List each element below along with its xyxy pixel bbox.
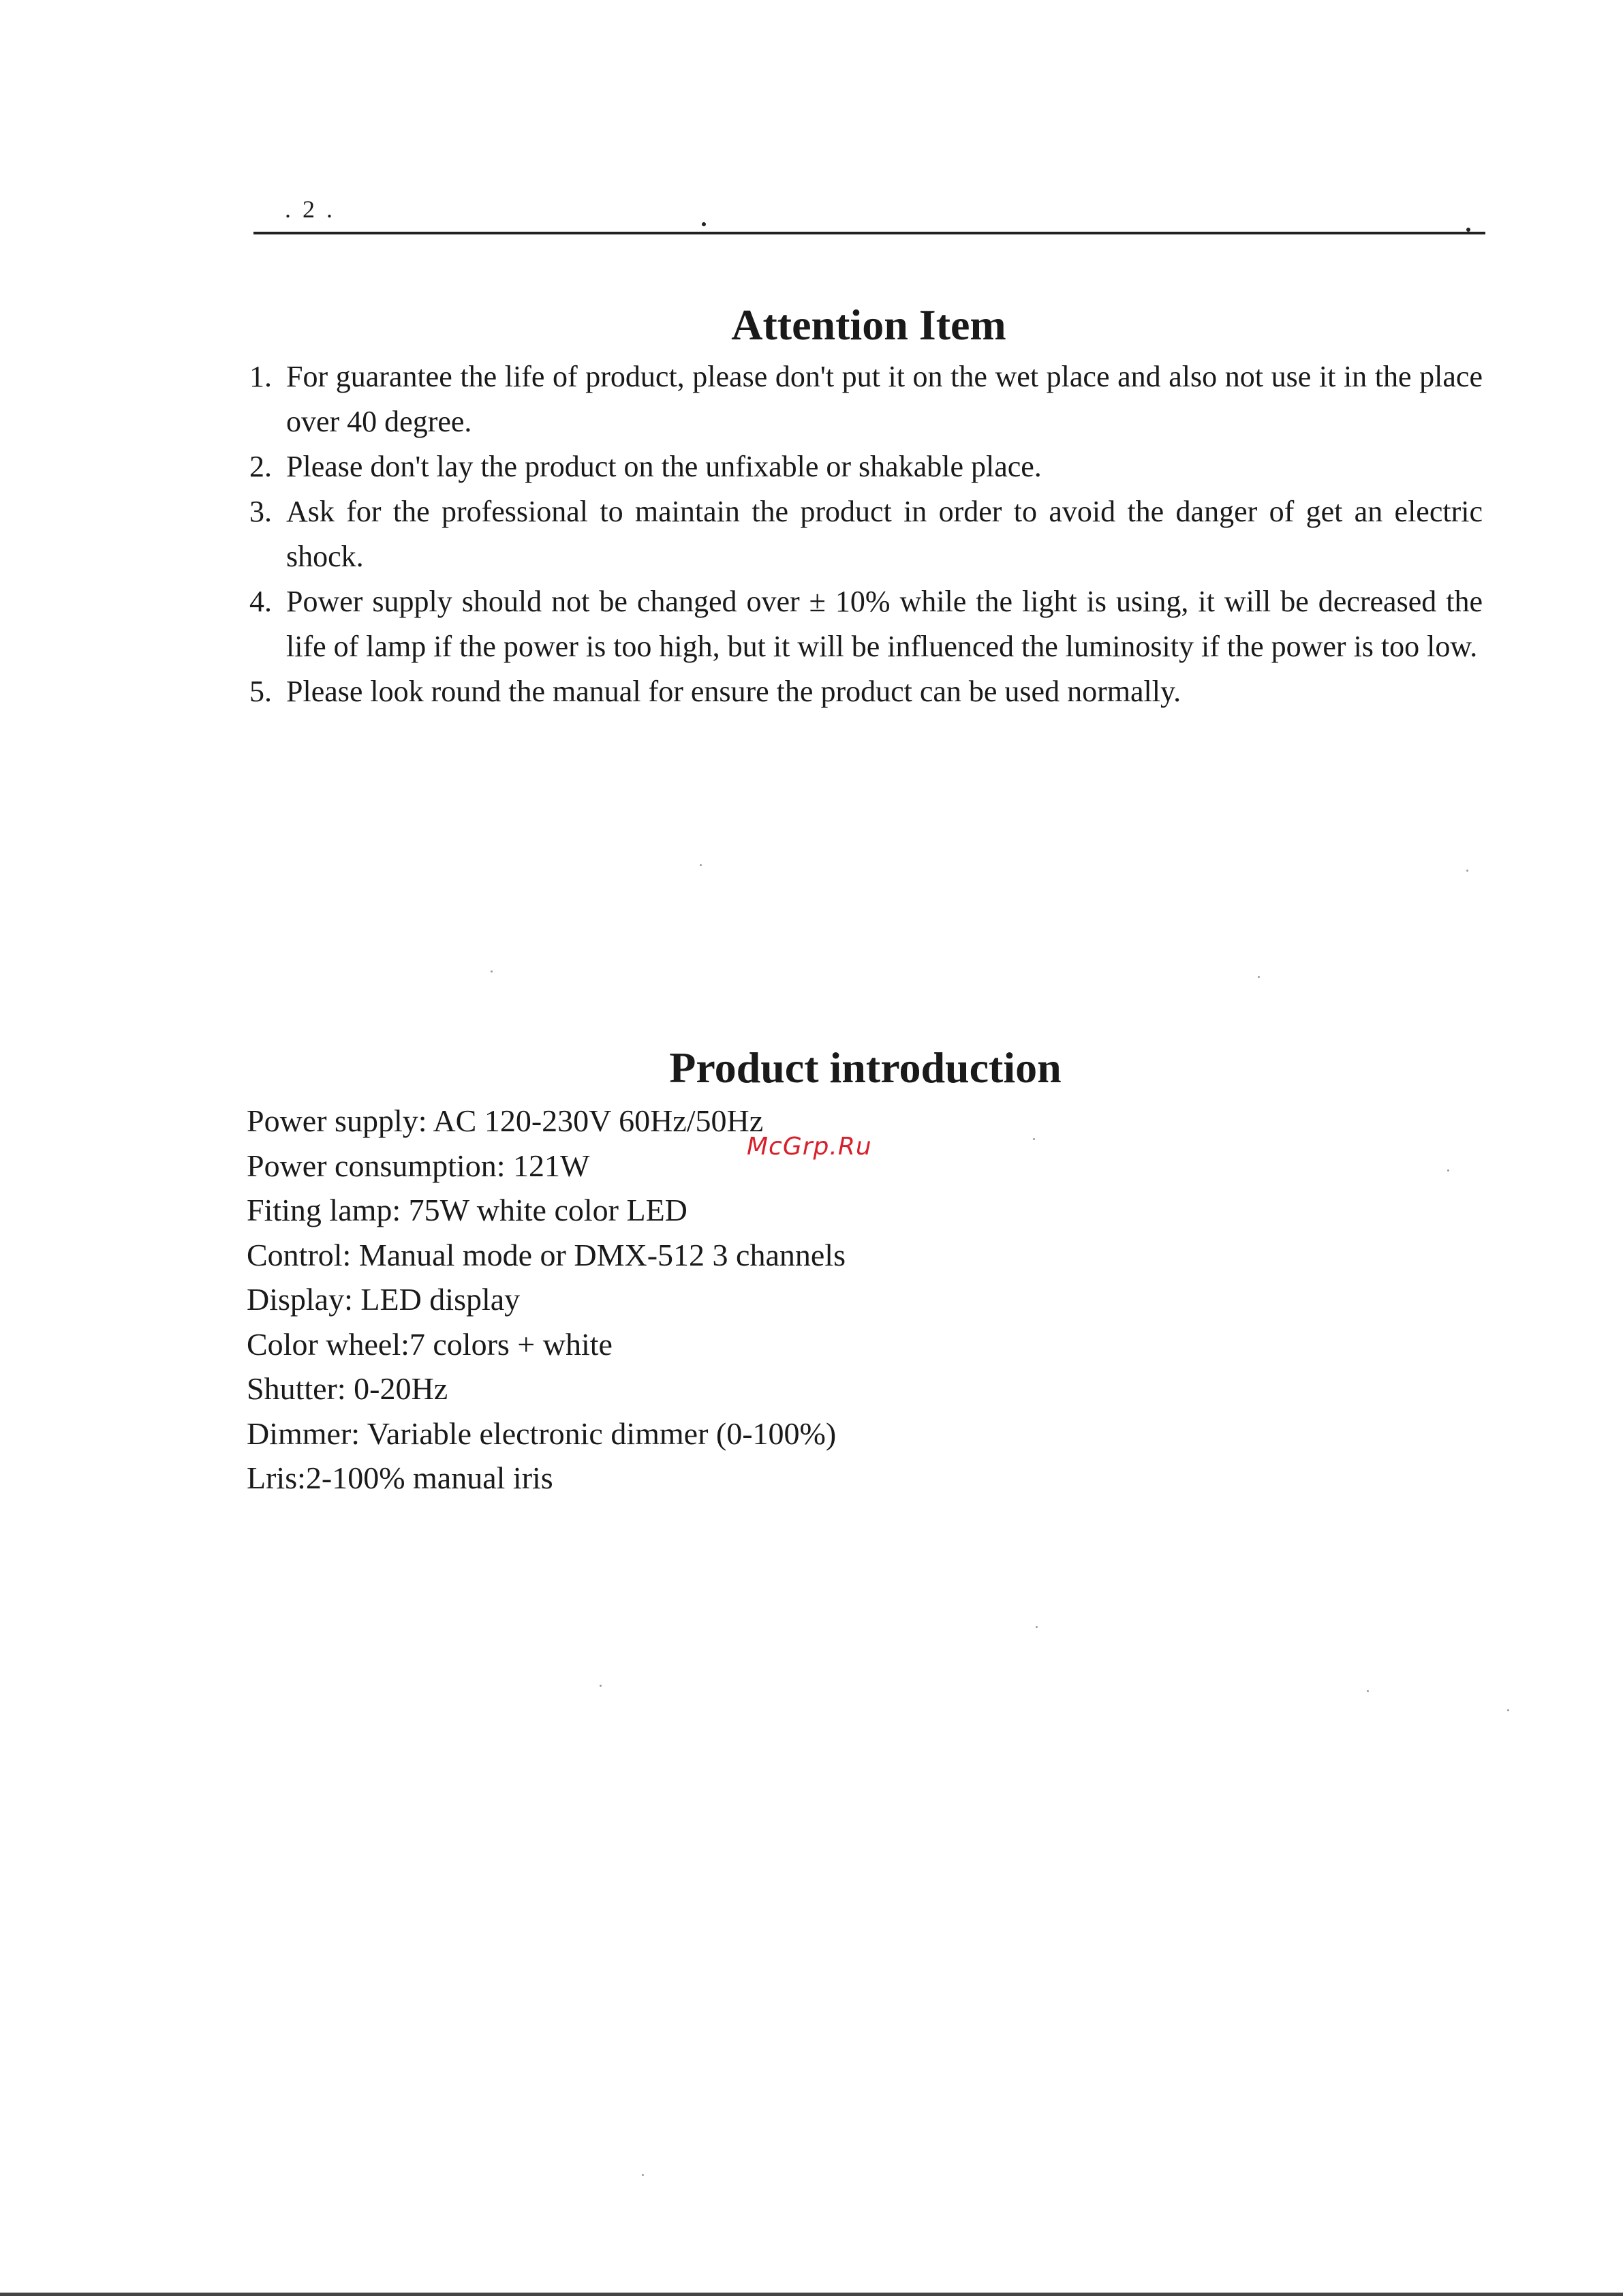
attention-item-text: Please look round the manual for ensure the product can be used normally. — [286, 675, 1181, 708]
spec-power-consumption: Power consumption: 121W — [247, 1148, 590, 1183]
attention-item-number: 1. — [249, 360, 272, 393]
attention-item-5 — [249, 669, 1483, 714]
attention-item-number: 2. — [249, 450, 272, 483]
rule-dot — [702, 222, 706, 226]
attention-item-text: For guarantee the life of product, please don't put it on the wet place and also not use it in the place over 40 degree. — [286, 360, 1483, 438]
spec-shutter: Shutter: 0-20Hz — [247, 1371, 448, 1406]
attention-item-text: Ask for the professional to maintain the product in order to avoid the danger of get an electric shock. — [286, 495, 1483, 573]
scan-speck — [1466, 870, 1468, 872]
scan-speck — [1036, 1626, 1038, 1628]
rule-dot — [1466, 228, 1470, 232]
attention-item-number: 5. — [249, 675, 272, 708]
page-number: . 2 . — [285, 196, 335, 223]
scan-bottom-edge — [0, 2293, 1623, 2296]
spec-color-wheel: Color wheel:7 colors + white — [247, 1326, 613, 1362]
scan-speck — [491, 970, 493, 973]
spec-dimmer: Dimmer: Variable electronic dimmer (0-100%) — [247, 1415, 837, 1451]
scan-speck — [700, 864, 702, 866]
watermark: McGrp.Ru — [747, 1133, 872, 1161]
scan-speck — [1367, 1690, 1369, 1692]
scan-speck — [1033, 1138, 1035, 1140]
product-intro-title: Product introduction — [669, 1043, 1062, 1092]
attention-item-text: Power supply should not be changed over ± 10% while the light is using, it will be decreased the life of lamp if the power is too high, but it will be influenced the luminosity if the power is too low. — [286, 585, 1483, 663]
header-rule — [253, 232, 1485, 234]
scan-speck — [1507, 1709, 1509, 1711]
scan-speck — [1447, 1169, 1449, 1172]
attention-item-text: Please don't lay the product on the unfixable or shakable place. — [286, 450, 1042, 483]
spec-control: Control: Manual mode or DMX-512 3 channels — [247, 1237, 846, 1272]
attention-item-number: 4. — [249, 585, 272, 618]
scan-speck — [600, 1685, 602, 1687]
scan-speck — [642, 2174, 644, 2176]
scan-speck — [1258, 976, 1260, 978]
spec-fitting-lamp: Fiting lamp: 75W white color LED — [247, 1193, 687, 1227]
attention-item-4 — [249, 579, 1483, 669]
spec-iris: Lris:2-100% manual iris — [247, 1460, 553, 1495]
attention-title: Attention Item — [731, 301, 1006, 349]
spec-power-supply: Power supply: AC 120-230V 60Hz/50Hz — [247, 1103, 764, 1138]
attention-item-1 — [249, 354, 1483, 444]
attention-item-number: 3. — [249, 495, 272, 528]
attention-list — [249, 354, 1483, 714]
attention-item-2 — [249, 444, 1483, 489]
spec-display: Display: LED display — [247, 1282, 521, 1317]
attention-item-3 — [249, 489, 1483, 579]
